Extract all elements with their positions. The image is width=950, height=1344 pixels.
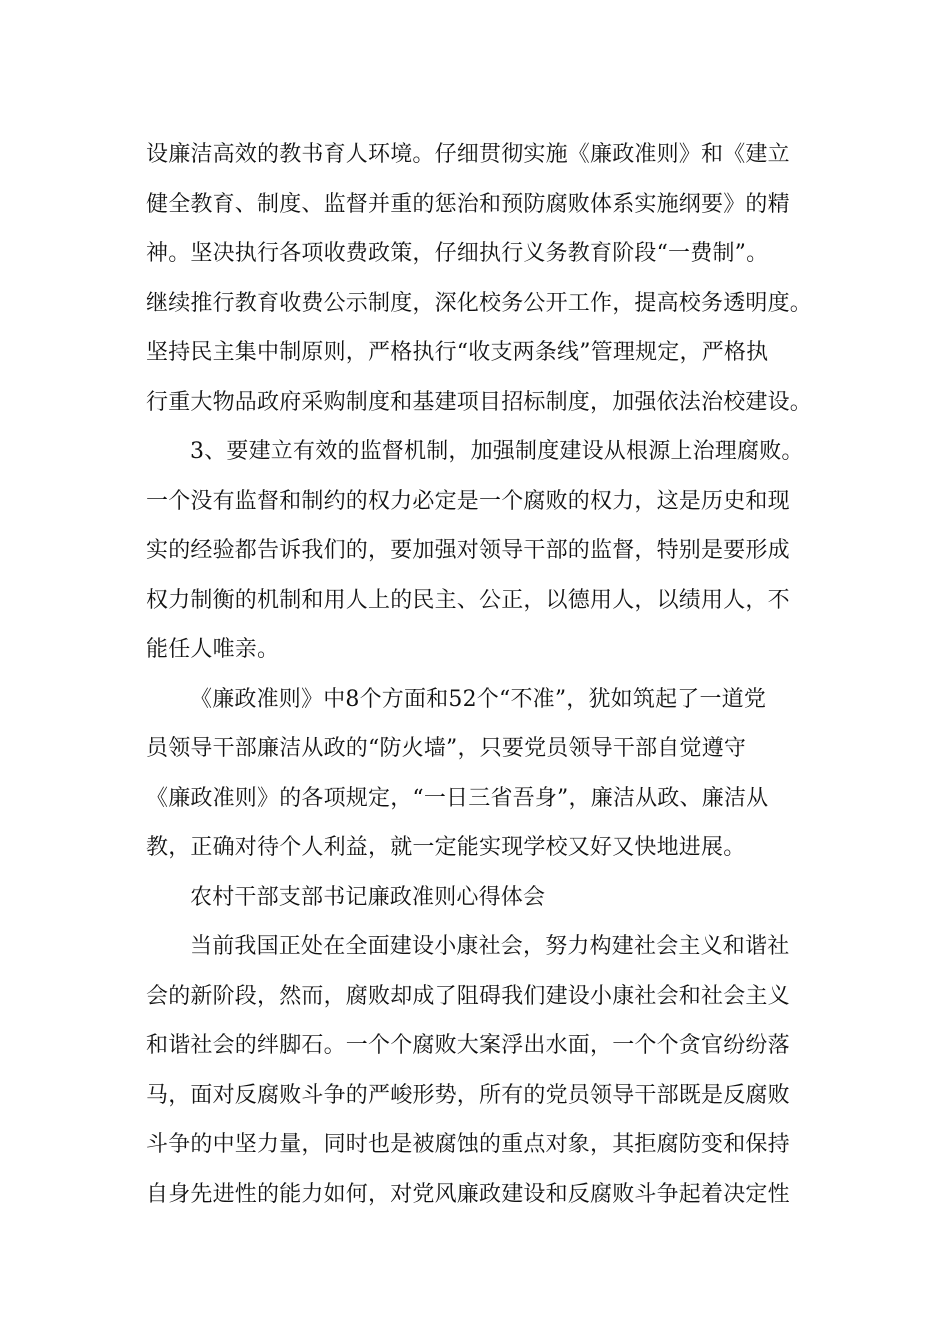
text-line: 自身先进性的能力如何，对党风廉政建设和反腐败斗争起着决定性	[146, 1181, 790, 1207]
text-line: 神。坚决执行各项收费政策，仔细执行义务教育阶段“一费制”。	[146, 241, 769, 266]
text-line: 健全教育、制度、监督并重的惩治和预防腐败体系实施纲要》的精	[146, 191, 790, 217]
paragraph-start-line: 3、要建立有效的监督机制，加强制度建设从根源上治理腐败。	[190, 439, 804, 464]
paragraph-start-line: 《廉政准则》中8个方面和52个“不准”，犹如筑起了一道党	[190, 686, 767, 712]
text-line: 能任人唯亲。	[146, 637, 280, 662]
text-line: 设廉洁高效的教书育人环境。仔细贯彻实施《廉政准则》和《建立	[146, 142, 790, 167]
text-line: 会的新阶段，然而，腐败却成了阻碍我们建设小康社会和社会主义	[146, 983, 790, 1009]
text-line: 一个没有监督和制约的权力必定是一个腐败的权力，这是历史和现	[146, 488, 790, 514]
paragraph-start-line: 当前我国正处在全面建设小康社会，努力构建社会主义和谐社	[190, 934, 790, 959]
text-line: 《廉政准则》的各项规定，“一日三省吾身”，廉洁从政、廉洁从	[146, 785, 769, 811]
text-line: 和谐社会的绊脚石。一个个腐败大案浮出水面，一个个贪官纷纷落	[146, 1033, 790, 1058]
section-heading: 农村干部支部书记廉政准则心得体会	[190, 884, 546, 910]
text-line: 斗争的中坚力量，同时也是被腐蚀的重点对象，其拒腐防变和保持	[146, 1132, 790, 1157]
text-line: 马，面对反腐败斗争的严峻形势，所有的党员领导干部既是反腐败	[146, 1082, 790, 1108]
document-body	[146, 130, 826, 1219]
text-line: 员领导干部廉洁从政的“防火墙”，只要党员领导干部自觉遵守	[146, 736, 747, 761]
text-line: 行重大物品政府采购制度和基建项目招标制度，加强依法治校建设。	[146, 389, 813, 415]
text-line: 权力制衡的机制和用人上的民主、公正，以德用人，以绩用人，不	[146, 587, 790, 613]
text-line: 坚持民主集中制原则，严格执行“收支两条线”管理规定，严格执	[146, 340, 769, 365]
text-line: 实的经验都告诉我们的，要加强对领导干部的监督，特别是要形成	[146, 538, 790, 563]
text-line: 继续推行教育收费公示制度，深化校务公开工作，提高校务透明度。	[146, 290, 813, 316]
text-line: 教，正确对待个人利益，就一定能实现学校又好又快地进展。	[146, 835, 746, 860]
